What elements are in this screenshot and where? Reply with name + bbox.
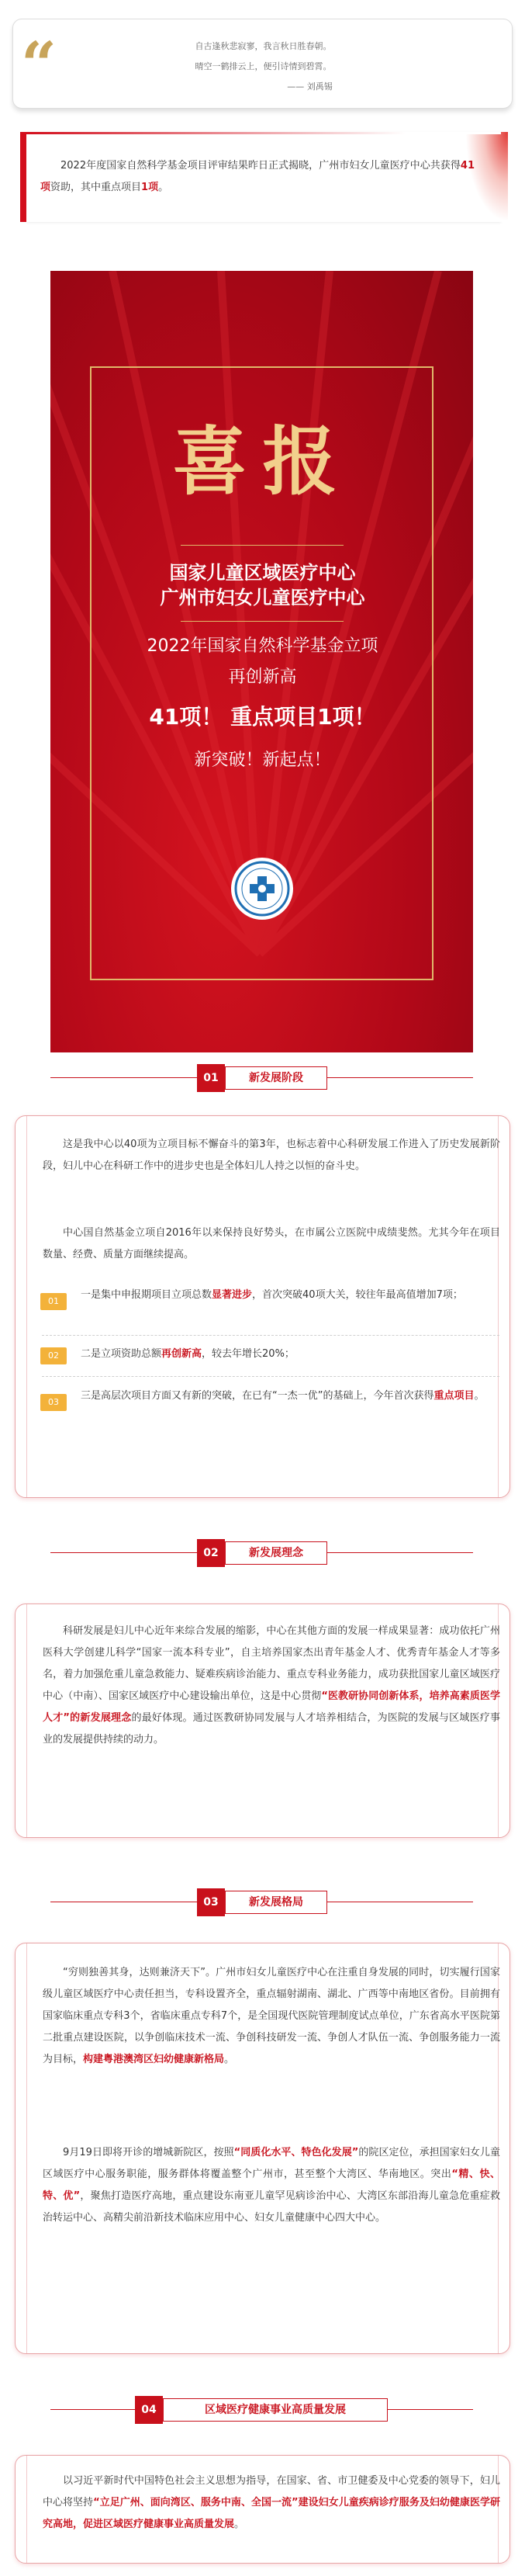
- poster-line-6: 新突破！新起点！: [194, 751, 331, 770]
- section-01-title: [0, 1064, 525, 1092]
- section-01-number: 01: [197, 1064, 225, 1092]
- bullet-tag-3: 03: [40, 1394, 67, 1411]
- section-01-bullet-3: [42, 1385, 499, 1429]
- intro-red-edge: [20, 132, 26, 222]
- poster-org-line-2: 广州市妇女儿童医疗中心: [160, 587, 365, 608]
- bullet-tag-2: 02: [40, 1347, 67, 1364]
- section-03-title: [0, 1888, 525, 1916]
- section-04-label: 区域医疗健康事业高质量发展: [163, 2398, 388, 2422]
- poster-line-3: 2022年国家自然科学基金立项: [147, 636, 378, 656]
- section-01-bullet-1: [42, 1285, 499, 1328]
- poster-headline: 喜报: [172, 418, 353, 505]
- bullet-divider-2: [42, 1376, 499, 1377]
- poster-org-line-1: 国家儿童区域医疗中心: [169, 562, 356, 584]
- section-02-paragraph: 科研发展是妇儿中心近年来综合发展的缩影，中心在其他方面的发展一样成果显著：成功依托广州医科大学创建儿科学“国家一流本科专业”，自主培养国家杰出青年基金人才、优秀青年基金人才等多名，着力加强危重儿童急救能力、疑难疾病诊治能力、重点专科业务能力，成功获批国家儿童区域医疗中心（中南）、国家区域医疗中心建设输出单位，这是中心贯彻“医教研协同创新体系，培养高素质医学人才”的新发展理念的最好体现。通过医教研协同发展与人才培养相结合，为医院的发展与区域医疗事业的发展提供持续的动力。: [43, 1625, 500, 1746]
- section-03-number: 03: [197, 1888, 225, 1916]
- section-01-label: 新发展阶段: [225, 1066, 327, 1090]
- quote-card: [12, 19, 513, 109]
- quote-author: —— 刘禹锡: [287, 81, 333, 92]
- bullet-tag-1: 01: [40, 1293, 67, 1310]
- section-04-number: 04: [135, 2396, 163, 2424]
- section-01-bullet-2: [42, 1343, 499, 1368]
- quote-line-2: 晴空一鹤排云上，便引诗情到碧霄。: [195, 61, 332, 71]
- bullet-divider-1: [42, 1335, 499, 1336]
- bullet-text-1: 一是集中申报期项目立项总数显著进步，首次突破40项大关，较往年最高值增加7项；: [81, 1289, 463, 1301]
- section-03-paragraph-2: 9月19日即将开诊的增城新院区，按照“同质化水平、特色化发展”的院区定位，承担国家妇女儿童区域医疗中心服务职能，服务群体将覆盖整个广州市，甚至整个大湾区、华南地区。突出“精、快、特、优”，聚焦打造医疗高地，重点建设东南亚儿童罕见病诊治中心、大湾区东部沿海儿童急危重症救治转运中心、高精尖前沿新技术临床应用中心、妇女儿童健康中心四大中心。: [43, 2147, 500, 2224]
- quote-line-1: 自古逢秋悲寂寥，我言秋日胜春朝。: [195, 41, 332, 51]
- section-03-paragraph-1: “穷则独善其身，达则兼济天下”。广州市妇女儿童医疗中心在注重自身发展的同时，切实履行国家级儿童区域医疗中心责任担当，专科设置齐全，重点辐射湖南、湖北、广西等中南地区省份。目前拥有国家临床重点专科3个，省临床重点专科7个，是全国现代医院管理制度试点单位，广东省高水平医院第二批重点建设医院，以争创临床技术一流、争创科技研发一流、争创人才队伍一流、争创服务能力一流为目标，构建粤港澳湾区妇幼健康新格局。: [43, 1967, 500, 2065]
- section-02-label: 新发展理念: [225, 1541, 327, 1565]
- section-01-paragraph-2: 中心国自然基金立项自2016年以来保持良好势头，在市属公立医院中成绩斐然。尤其今年在项目数量、经费、质量方面继续提高。: [43, 1227, 500, 1260]
- bullet-text-2: 二是立项资助总额再创新高，较去年增长20%；: [81, 1348, 295, 1360]
- bullet-text-3: 三是高层次项目方面又有新的突破，在已有“一杰一优”的基础上，今年首次获得重点项目。: [81, 1390, 485, 1402]
- section-04-paragraph: 以习近平新时代中国特色社会主义思想为指导，在国家、省、市卫健委及中心党委的领导下，妇儿中心将坚持“立足广州、面向湾区、服务中南、全国一流”建设妇女儿童疾病诊疗服务及妇幼健康医学研究高地，促进区域医疗健康事业高质量发展。: [43, 2475, 500, 2530]
- section-02-number: 02: [197, 1539, 225, 1567]
- poster-divider-bottom: [181, 621, 344, 622]
- section-03-label: 新发展格局: [225, 1891, 327, 1914]
- quote-mark-icon: “: [21, 28, 57, 101]
- poster-line-4: 再创新高: [228, 667, 297, 687]
- intro-paragraph: 2022年度国家自然科学基金项目评审结果昨日正式揭晓，广州市妇女儿童医疗中心共获得41项资助，其中重点项目1项。: [40, 160, 475, 193]
- poster-divider-top: [181, 545, 344, 546]
- section-01-paragraph-1: 这是我中心以40项为立项目标不懈奋斗的第3年，也标志着中心科研发展工作进入了历史发展新阶段，妇儿中心在科研工作中的进步史也是全体妇儿人持之以恒的奋斗史。: [43, 1139, 500, 1172]
- poster-line-5: 41项！ 重点项目1项！: [149, 704, 376, 730]
- hospital-logo-icon: [231, 858, 293, 920]
- section-02-title: [0, 1539, 525, 1567]
- intro-top-line: [26, 132, 501, 134]
- section-04-title: [0, 2396, 525, 2424]
